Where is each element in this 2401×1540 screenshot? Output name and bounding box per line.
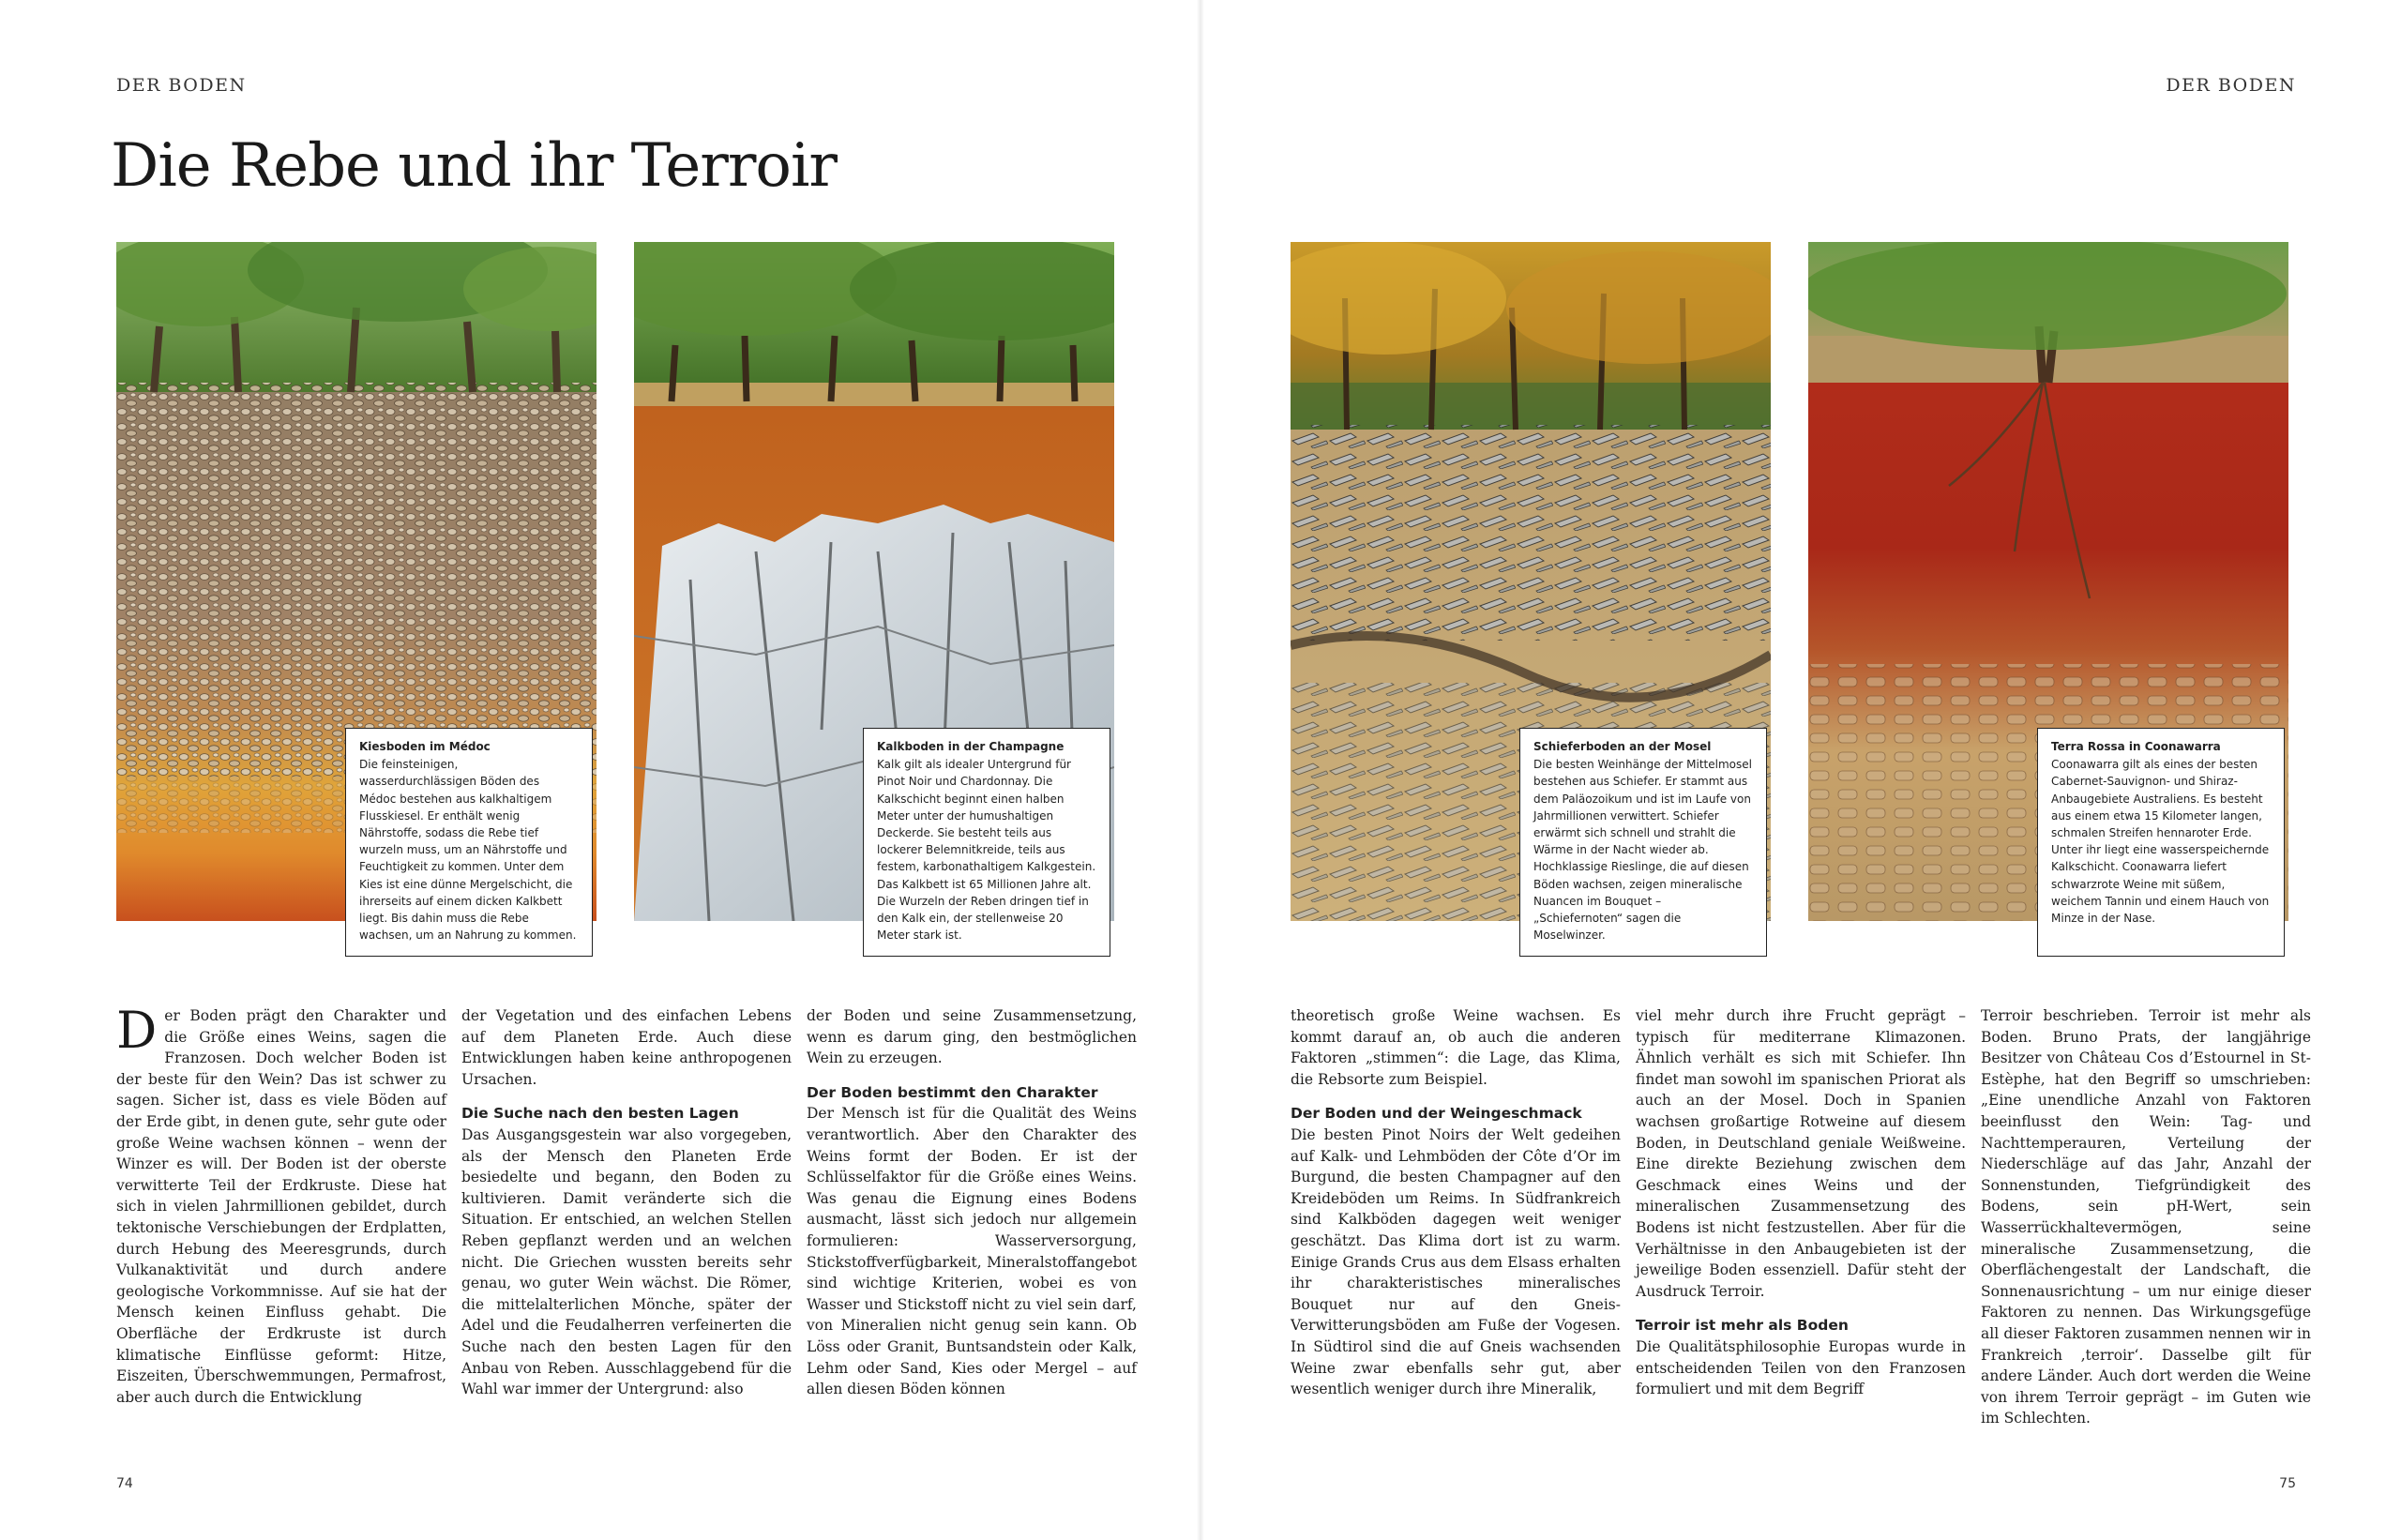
- body-paragraph: viel mehr durch ihre Frucht geprägt – typisch für mediterrane Klimazonen. Ähnlich verhält es sich mit Schiefer. Ihn findet man sowohl im spanischen Priorat als auch an der Mosel. Doch in Spanien wachsen großartige Rotweine auf diesem Boden, in Deutschland geniale Weißweine. Eine direkte Beziehung zwischen dem Geschmack eines Weins und der mineralischen Zusammensetzung des Bodens ist nicht festzustellen. Aber für die Verhältnisse in den Anbaugebieten ist der jeweilige Boden essenziell. Dafür steht der Ausdruck Terroir.: [1636, 1007, 1966, 1300]
- drop-cap: D: [116, 1001, 158, 1060]
- body-paragraph: Die besten Pinot Noirs der Welt gedeihen auf Kalk- und Lehmböden der Côte d’Or im Burgund, die besten Champagner auf den Kreideböden um Reims. In Südfrankreich sind Kalkböden dagegen weit weniger geschätzt. Das Klima dort ist zu warm. Einige Grands Crus aus dem Elsass erhalten ihr charakteristisches mineralisches Bouquet nur auf den Gneis-Verwitterungsböden am Fuße der Vogesen. In Südtirol sind die auf Gneis wachsenden Weine zwar ebenfalls sehr gut, aber wesentlich weniger durch ihre Mineralik,: [1291, 1125, 1621, 1398]
- caption-title: Kalkboden in der Champagne: [877, 740, 1065, 753]
- left-page: [0, 0, 1200, 1540]
- caption-title: Kiesboden im Médoc: [359, 740, 491, 753]
- body-column: [461, 1005, 792, 1400]
- body-paragraph: theoretisch große Weine wachsen. Es kommt darauf an, ob auch die anderen Faktoren „stimmen“: die Lage, das Klima, die Rebsorte zum Beispiel.: [1291, 1007, 1621, 1088]
- body-paragraph: Die Qualitätsphilosophie Europas wurde in entscheidenden Teilen von den Franzosen formuliert und mit dem Begriff: [1636, 1337, 1966, 1398]
- running-head: DER BODEN: [116, 75, 247, 96]
- right-page: [1200, 0, 2401, 1540]
- page-number: 75: [2279, 1476, 2296, 1491]
- body-paragraph: Das Ausgangsgestein war also vorgegeben, als der Mensch den Planeten Erde besiedelte und begann, den Boden zu kultivieren. Damit veränderte sich die Situation. Er entschied, an welchen Stellen Reben gepflanzt werden und an welchen nicht. Die Griechen wussten bereits sehr genau, wo guter Wein wächst. Die Römer, die mittelalterlichen Mönche, später der Adel und die Feudalherren verfeinerten die Suche nach den besten Lagen für den Anbau von Reben. Ausschlaggebend für die Wahl war immer der Untergrund: also: [461, 1125, 792, 1398]
- caption-title: Schieferboden an der Mosel: [1533, 740, 1712, 753]
- body-paragraph: der Boden und seine Zusammensetzung, wenn es darum ging, den bestmöglichen Wein zu erzeugen.: [807, 1007, 1137, 1067]
- body-paragraph: er Boden prägt den Charakter und die Größe eines Weins, sagen die Franzosen. Doch welcher Boden ist der beste für den Wein? Das ist schwer zu sagen. Sicher ist, dass es viele Böden auf der Erde gibt, in denen gute, sehr gute oder große Weine wachsen können – wenn der Winzer es will. Der Boden ist der oberste verwitterte Teil der Erdkruste. Diese hat sich in vielen Jahrmillionen gebildet, durch tektonische Verschiebungen der Erdplatten, durch Hebung des Meeresgrunds, durch Vulkanaktivität und durch andere geologische Vorkommnisse. Auf sie hat der Mensch keinen Einfluss gehabt. Die Oberfläche der Erdkruste ist durch klimatische Einflüsse geformt: Hitze, Eiszeiten, Überschwemmungen, Permafrost, aber auch durch die Entwicklung: [116, 1007, 446, 1406]
- body-paragraph: Terroir beschrieben. Terroir ist mehr als Boden. Bruno Prats, der langjährige Besitzer von Château Cos d’Estournel in St-Estèphe, hat den Begriff so umschrieben: „Eine unendliche Anzahl von Faktoren beeinflusst den Wein: Tag- und Nachttemperauren, Verteilung der Niederschläge auf das Jahr, Anzahl der Sonnenstunden, Tiefgründigkeit des Bodens, sein pH-Wert, sein Wasserrückhaltevermögen, seine mineralische Zusammensetzung, die Oberflächengestalt der Landschaft, die Sonnenausrichtung – um nur einige dieser Faktoren zu nennen. Das Wirkungsgefüge all dieser Faktoren zusammen nennen wir in Frankreich ‚terroir‘. Dasselbe gilt für andere Länder. Auch dort werden die Weine von ihrem Terroir geprägt – im Guten wie im Schlechten.: [1981, 1007, 2311, 1427]
- body-column: [1291, 1005, 1621, 1400]
- body-column: [807, 1005, 1137, 1400]
- caption-title: Terra Rossa in Coonawarra: [2051, 740, 2221, 753]
- subheading: Terroir ist mehr als Boden: [1636, 1317, 1849, 1335]
- body-paragraph: Der Mensch ist für die Qualität des Weins verantwortlich. Aber den Charakter des Weins formt der Boden. Er ist der Schlüsselfaktor für die Größe eines Weins. Was genau die Eignung eines Bodens ausmacht, lässt sich jedoch nur allgemein formulieren: Wasserversorgung, Stickstoffverfügbarkeit, Mineralstoffangebot sind wichtige Kriterien, wobei es von Wasser und Stickstoff nicht zu viel sein darf, von Mineralien nicht genug sein kann. Ob Löss oder Granit, Buntsandstein oder Kalk, Lehm oder Sand, Kies oder Mergel – auf allen diesen Böden können: [807, 1105, 1137, 1398]
- figure-caption: [345, 728, 593, 957]
- body-column: [1981, 1005, 2311, 1429]
- body-paragraph: der Vegetation und des einfachen Lebens auf dem Planeten Erde. Auch diese Entwicklungen haben keine anthropogenen Ursachen.: [461, 1007, 792, 1088]
- page-title: Die Rebe und ihr Terroir: [111, 131, 837, 201]
- body-column: [1636, 1005, 1966, 1400]
- figure-caption: [863, 728, 1110, 957]
- figure-caption: [2037, 728, 2285, 957]
- caption-text: Kalk gilt als idealer Untergrund für Pinot Noir und Chardonnay. Die Kalkschicht beginnt einen halben Meter unter der humushaltigen Deckerde. Sie besteht teils aus lockerer Belemnitkreide, teils aus festem, karbonathaltigem Kalkgestein. Das Kalkbett ist 65 Millionen Jahre alt. Die Wurzeln der Reben dringen tief in den Kalk ein, der stellenweise 20 Meter stark ist.: [877, 758, 1096, 943]
- caption-text: Coonawarra gilt als eines der besten Cabernet-Sauvignon- und Shiraz-Anbaugebiete Australiens. Es besteht aus einem etwa 15 Kilometer langen, schmalen Streifen hennaroter Erde. Unter ihr liegt eine wasserspeichernde Kalkschicht. Coonawarra liefert schwarzrote Weine mit süßem, weichem Tannin und einem Hauch von Minze in der Nase.: [2051, 758, 2270, 926]
- body-column: [116, 1001, 446, 1408]
- figure-caption: [1519, 728, 1767, 957]
- caption-text: Die feinsteinigen, wasserdurchlässigen Böden des Médoc bestehen aus kalkhaltigem Flusskiesel. Er enthält wenig Nährstoffe, sodass die Rebe tief wurzeln muss, um an Nährstoffe und Feuchtigkeit zu kommen. Unter dem Kies ist eine dünne Mergelschicht, die ihrerseits auf einem dicken Kalkbett liegt. Bis dahin muss die Rebe wachsen, um an Nahrung zu kommen.: [359, 758, 577, 943]
- page-number: 74: [116, 1476, 133, 1491]
- subheading: Der Boden bestimmt den Charakter: [807, 1083, 1098, 1101]
- running-head: DER BODEN: [2166, 75, 2296, 96]
- subheading: Der Boden und der Weingeschmack: [1291, 1105, 1582, 1123]
- subheading: Die Suche nach den besten Lagen: [461, 1105, 739, 1123]
- caption-text: Die besten Weinhänge der Mittelmosel bestehen aus Schiefer. Er stammt aus dem Paläozoikum und ist im Laufe von Jahrmillionen verwittert. Schiefer erwärmt sich schnell und strahlt die Wärme in der Nacht wieder ab. Hochklassige Rieslinge, die auf diesen Böden wachsen, zeigen mineralische Nuancen im Bouquet – „Schiefernoten“ sagen die Moselwinzer.: [1533, 758, 1752, 943]
